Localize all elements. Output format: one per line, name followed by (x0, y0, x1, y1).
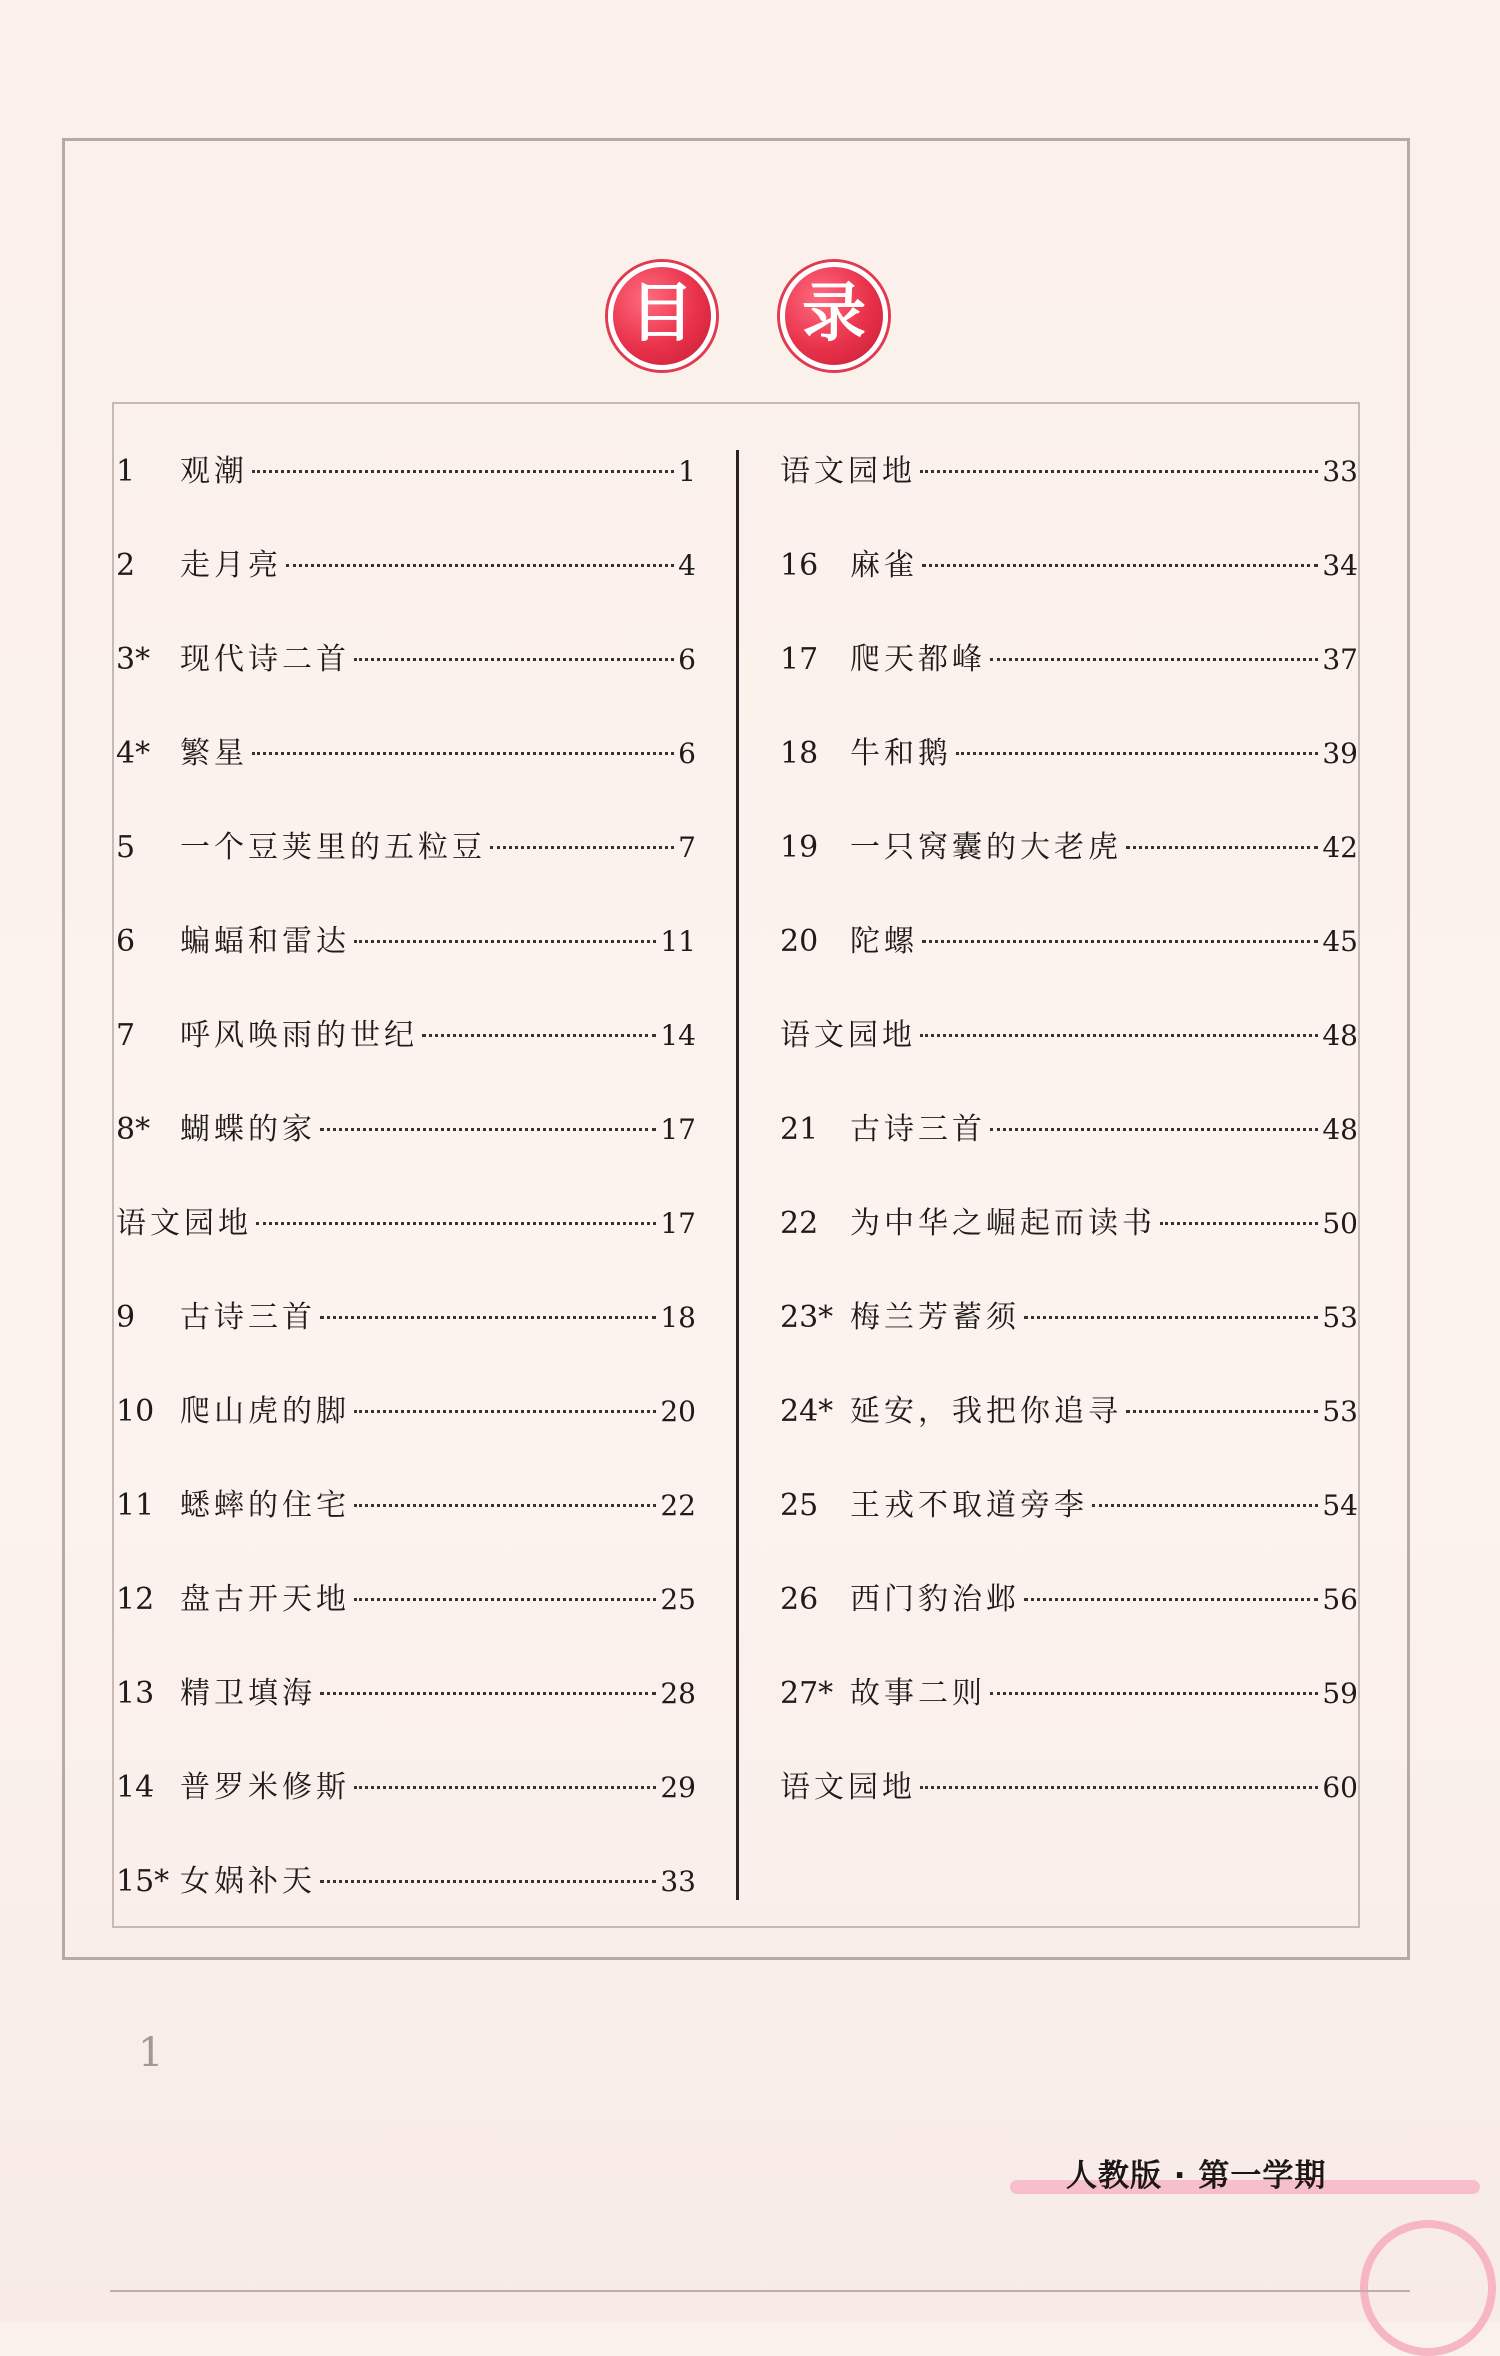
entry-number: 26 (780, 1582, 819, 1617)
entry-title: 蟋蟀的住宅 (180, 1488, 350, 1523)
entry-title: 西门豹治邺 (850, 1582, 1020, 1617)
entry-number: 11 (116, 1488, 155, 1523)
entry-page-number: 7 (678, 831, 696, 864)
dot-leader (422, 1034, 656, 1037)
entry-number: 17 (780, 642, 819, 677)
entry-title: 古诗三首 (180, 1300, 316, 1335)
column-divider (736, 450, 739, 1900)
entry-page-number: 18 (660, 1301, 696, 1334)
dot-leader (920, 470, 1318, 473)
entry-number: 23* (780, 1300, 834, 1335)
entry-page-number: 48 (1322, 1113, 1358, 1146)
corner-decoration-icon (1360, 2220, 1496, 2356)
dot-leader (1092, 1504, 1318, 1507)
entry-page-number: 48 (1322, 1019, 1358, 1052)
toc-entry (780, 1578, 1358, 1622)
toc-entry (116, 544, 696, 588)
entry-number: 24* (780, 1394, 834, 1429)
toc-entry (116, 1578, 696, 1622)
entry-page-number: 53 (1322, 1301, 1358, 1334)
entry-number: 1 (116, 454, 136, 489)
entry-page-number: 50 (1322, 1207, 1358, 1240)
entry-title: 爬天都峰 (850, 642, 986, 677)
entry-page-number: 17 (660, 1207, 696, 1240)
toc-entry (116, 1014, 696, 1058)
dot-leader (354, 658, 674, 661)
entry-title: 为中华之崛起而读书 (850, 1206, 1156, 1241)
entry-title: 精卫填海 (180, 1676, 316, 1711)
dot-leader (354, 1786, 656, 1789)
dot-leader (354, 1504, 656, 1507)
entry-page-number: 11 (660, 925, 696, 958)
entry-page-number: 33 (660, 1865, 696, 1898)
dot-leader (990, 1692, 1318, 1695)
entry-title: 语文园地 (780, 1770, 916, 1805)
dot-leader (320, 1880, 656, 1883)
toc-entry (780, 1672, 1358, 1716)
entry-page-number: 56 (1322, 1583, 1358, 1616)
toc-entry (780, 544, 1358, 588)
toc-entry (116, 1296, 696, 1340)
entry-number: 8* (116, 1112, 151, 1147)
entry-number: 5 (116, 830, 136, 865)
dot-leader (286, 564, 674, 567)
entry-title: 陀螺 (850, 924, 918, 959)
entry-title: 蝴蝶的家 (180, 1112, 316, 1147)
entry-number: 4* (116, 736, 151, 771)
toc-entry (780, 1202, 1358, 1246)
dot-leader (256, 1222, 656, 1225)
entry-title: 普罗米修斯 (180, 1770, 350, 1805)
dot-leader (920, 1034, 1318, 1037)
toc-entry (780, 1766, 1358, 1810)
entry-title: 蝙蝠和雷达 (180, 924, 350, 959)
toc-entry (116, 1860, 696, 1904)
entry-number: 2 (116, 548, 136, 583)
toc-entry (116, 450, 696, 494)
entry-number: 13 (116, 1676, 155, 1711)
entry-title: 延安，我把你追寻 (850, 1394, 1122, 1429)
entry-title: 一个豆荚里的五粒豆 (180, 830, 486, 865)
entry-title: 现代诗二首 (180, 642, 350, 677)
dot-leader (490, 846, 674, 849)
entry-page-number: 4 (678, 549, 696, 582)
entry-number: 25 (780, 1488, 819, 1523)
dot-leader (320, 1692, 656, 1695)
toc-entry (116, 1484, 696, 1528)
toc-entry (780, 826, 1358, 870)
title-badge-2 (780, 262, 888, 370)
dot-leader (1126, 846, 1318, 849)
entry-page-number: 54 (1322, 1489, 1358, 1522)
entry-title: 观潮 (180, 454, 248, 489)
toc-entry (780, 1108, 1358, 1152)
entry-title: 语文园地 (780, 454, 916, 489)
toc-entry (780, 638, 1358, 682)
entry-page-number: 14 (660, 1019, 696, 1052)
entry-page-number: 29 (660, 1771, 696, 1804)
entry-page-number: 22 (660, 1489, 696, 1522)
entry-title: 走月亮 (180, 548, 282, 583)
entry-title: 一只窝囊的大老虎 (850, 830, 1122, 865)
toc-entry (116, 732, 696, 776)
dot-leader (956, 752, 1318, 755)
toc-entry (780, 920, 1358, 964)
entry-page-number: 42 (1322, 831, 1358, 864)
entry-page-number: 39 (1322, 737, 1358, 770)
dot-leader (1126, 1410, 1318, 1413)
entry-number: 19 (780, 830, 819, 865)
toc-entry (780, 1484, 1358, 1528)
title-badge-1 (608, 262, 716, 370)
entry-page-number: 45 (1322, 925, 1358, 958)
entry-page-number: 17 (660, 1113, 696, 1146)
entry-number: 16 (780, 548, 819, 583)
page-number: 1 (138, 2030, 164, 2076)
toc-entry (116, 1672, 696, 1716)
entry-title: 呼风唤雨的世纪 (180, 1018, 418, 1053)
entry-page-number: 59 (1322, 1677, 1358, 1710)
toc-entry (780, 1014, 1358, 1058)
entry-number: 6 (116, 924, 136, 959)
toc-entry (116, 826, 696, 870)
entry-page-number: 1 (678, 455, 696, 488)
dot-leader (252, 470, 674, 473)
entry-title: 盘古开天地 (180, 1582, 350, 1617)
entry-number: 3* (116, 642, 151, 677)
toc-title (0, 262, 1500, 372)
entry-page-number: 53 (1322, 1395, 1358, 1428)
dot-leader (252, 752, 674, 755)
toc-entry (116, 1766, 696, 1810)
entry-page-number: 28 (660, 1677, 696, 1710)
entry-title: 语文园地 (116, 1206, 252, 1241)
dot-leader (320, 1128, 656, 1131)
dot-leader (1024, 1598, 1318, 1601)
entry-title: 故事二则 (850, 1676, 986, 1711)
entry-page-number: 37 (1322, 643, 1358, 676)
entry-page-number: 33 (1322, 455, 1358, 488)
entry-number: 18 (780, 736, 819, 771)
entry-page-number: 20 (660, 1395, 696, 1428)
entry-title: 麻雀 (850, 548, 918, 583)
entry-number: 20 (780, 924, 819, 959)
dot-leader (354, 1598, 656, 1601)
title-char-2: 录 (802, 276, 866, 351)
toc-entry (116, 1108, 696, 1152)
entry-number: 7 (116, 1018, 136, 1053)
entry-page-number: 6 (678, 643, 696, 676)
dot-leader (354, 940, 656, 943)
title-char-1: 目 (630, 276, 694, 351)
entry-number: 21 (780, 1112, 819, 1147)
toc-entry (780, 1390, 1358, 1434)
entry-number: 10 (116, 1394, 155, 1429)
dot-leader (990, 1128, 1318, 1131)
toc-entry (116, 638, 696, 682)
entry-title: 女娲补天 (180, 1864, 316, 1899)
entry-page-number: 25 (660, 1583, 696, 1616)
entry-number: 9 (116, 1300, 136, 1335)
dot-leader (922, 564, 1318, 567)
entry-number: 14 (116, 1770, 155, 1805)
entry-title: 王戎不取道旁李 (850, 1488, 1088, 1523)
dot-leader (922, 940, 1318, 943)
toc-entry (116, 920, 696, 964)
dot-leader (1160, 1222, 1318, 1225)
entry-page-number: 6 (678, 737, 696, 770)
dot-leader (320, 1316, 656, 1319)
edition-label: 人教版 · 第一学期 (1066, 2158, 1327, 2194)
dot-leader (354, 1410, 656, 1413)
entry-number: 27* (780, 1676, 834, 1711)
entry-page-number: 60 (1322, 1771, 1358, 1804)
entry-page-number: 34 (1322, 549, 1358, 582)
entry-title: 语文园地 (780, 1018, 916, 1053)
toc-entry (116, 1390, 696, 1434)
entry-title: 古诗三首 (850, 1112, 986, 1147)
entry-title: 牛和鹅 (850, 736, 952, 771)
toc-entry (780, 732, 1358, 776)
entry-number: 12 (116, 1582, 155, 1617)
dot-leader (1024, 1316, 1318, 1319)
toc-entry (116, 1202, 696, 1246)
toc-entry (780, 1296, 1358, 1340)
toc-entry (780, 450, 1358, 494)
dot-leader (990, 658, 1318, 661)
entry-number: 15* (116, 1864, 170, 1899)
entry-title: 梅兰芳蓄须 (850, 1300, 1020, 1335)
dot-leader (920, 1786, 1318, 1789)
entry-number: 22 (780, 1206, 819, 1241)
entry-title: 爬山虎的脚 (180, 1394, 350, 1429)
entry-title: 繁星 (180, 736, 248, 771)
bottom-strip (110, 2290, 1410, 2324)
